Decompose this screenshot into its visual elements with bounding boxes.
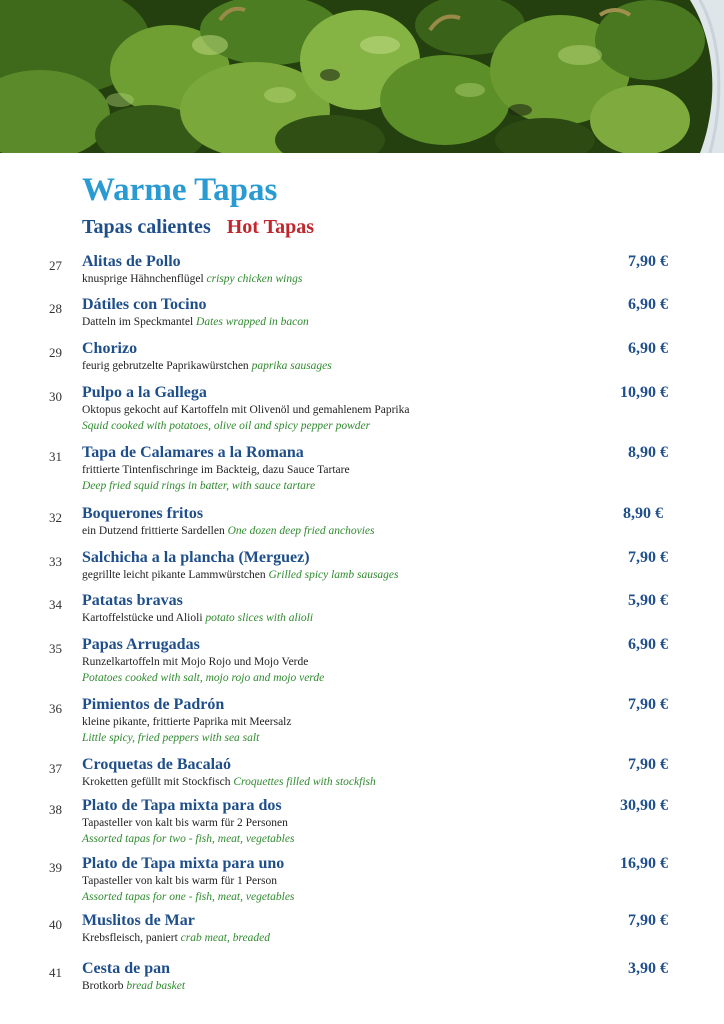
description-german: Kartoffelstücke und Alioli bbox=[82, 612, 203, 624]
item-number: 32 bbox=[49, 510, 62, 525]
description-english: Assorted tapas for one - fish, meat, vegetables bbox=[82, 891, 295, 903]
item-description bbox=[82, 931, 270, 946]
item-price: 6,90 € bbox=[628, 340, 668, 357]
item-price: 6,90 € bbox=[628, 636, 668, 653]
description-english: Assorted tapas for two - fish, meat, vegetables bbox=[82, 833, 295, 845]
description-german: Runzelkartoffeln mit Mojo Rojo und Mojo Verde bbox=[82, 656, 309, 668]
item-price: 7,90 € bbox=[628, 549, 668, 566]
item-name: Plato de Tapa mixta para uno bbox=[82, 855, 285, 872]
description-english: bread basket bbox=[126, 980, 186, 992]
item-price: 7,90 € bbox=[628, 912, 668, 929]
description-german: frittierte Tintenfischringe im Backteig, dazu Sauce Tartare bbox=[82, 464, 350, 476]
item-name: Patatas bravas bbox=[82, 592, 183, 609]
description-english: One dozen deep fried anchovies bbox=[227, 525, 375, 537]
item-price: 7,90 € bbox=[628, 756, 668, 773]
item-name: Tapa de Calamares a la Romana bbox=[82, 444, 304, 461]
item-number: 38 bbox=[49, 802, 62, 817]
item-name: Pulpo a la Gallega bbox=[82, 384, 207, 401]
item-number: 33 bbox=[49, 554, 62, 569]
item-name: Plato de Tapa mixta para dos bbox=[82, 797, 282, 814]
description-english: crab meat, breaded bbox=[180, 932, 270, 944]
item-number: 37 bbox=[49, 761, 62, 776]
description-english: potato slices with alioli bbox=[205, 612, 314, 624]
description-german: feurig gebrutzelte Paprikawürstchen bbox=[82, 360, 249, 372]
item-price: 8,90 € bbox=[623, 505, 663, 522]
item-name: Muslitos de Mar bbox=[82, 912, 195, 929]
item-description bbox=[82, 359, 332, 374]
item-number: 40 bbox=[49, 917, 62, 932]
item-price: 5,90 € bbox=[628, 592, 668, 609]
item-name: Boquerones fritos bbox=[82, 505, 204, 522]
item-price: 8,90 € bbox=[628, 444, 668, 461]
item-description bbox=[82, 315, 309, 330]
description-english: Potatoes cooked with salt, mojo rojo and mojo verde bbox=[82, 672, 325, 684]
item-number: 27 bbox=[49, 258, 62, 273]
item-description bbox=[82, 775, 376, 790]
item-name: Alitas de Pollo bbox=[82, 253, 181, 270]
item-number: 34 bbox=[49, 597, 62, 612]
description-german: gegrillte leicht pikante Lammwürstchen bbox=[82, 569, 266, 581]
item-number: 36 bbox=[49, 701, 62, 716]
description-english: Squid cooked with potatoes, olive oil and spicy pepper powder bbox=[82, 420, 371, 432]
item-number: 35 bbox=[49, 641, 62, 656]
description-english: Little spicy, fried peppers with sea salt bbox=[82, 732, 260, 744]
description-german: Tapasteller von kalt bis warm für 2 Personen bbox=[82, 817, 288, 829]
item-price: 7,90 € bbox=[628, 696, 668, 713]
description-german: Datteln im Speckmantel bbox=[82, 316, 194, 328]
item-price: 30,90 € bbox=[620, 797, 668, 814]
item-name: Croquetas de Bacalaó bbox=[82, 756, 232, 773]
item-price: 6,90 € bbox=[628, 296, 668, 313]
item-name: Pimientos de Padrón bbox=[82, 696, 225, 713]
item-description bbox=[82, 568, 399, 583]
header-photo-padron-peppers bbox=[0, 0, 724, 153]
item-number: 30 bbox=[49, 389, 62, 404]
description-german: Kroketten gefüllt mit Stockfisch bbox=[82, 776, 231, 788]
item-number: 39 bbox=[49, 860, 62, 875]
item-price: 3,90 € bbox=[628, 960, 668, 977]
subtitle-spanish: Tapas calientes bbox=[82, 216, 211, 238]
description-english: Grilled spicy lamb sausages bbox=[268, 569, 399, 581]
item-price: 7,90 € bbox=[628, 253, 668, 270]
item-name: Papas Arrugadas bbox=[82, 636, 200, 653]
item-number: 31 bbox=[49, 449, 62, 464]
item-number: 28 bbox=[49, 301, 62, 316]
description-german: kleine pikante, frittierte Paprika mit Meersalz bbox=[82, 716, 292, 728]
description-english: Croquettes filled with stockfish bbox=[233, 776, 376, 788]
item-name: Chorizo bbox=[82, 340, 138, 357]
description-german: Oktopus gekocht auf Kartoffeln mit Olivenöl und gemahlenem Paprika bbox=[82, 404, 410, 416]
subtitle-english: Hot Tapas bbox=[226, 216, 314, 238]
item-description bbox=[82, 611, 313, 626]
item-price: 16,90 € bbox=[620, 855, 668, 872]
description-german: knusprige Hähnchenflügel bbox=[82, 273, 204, 285]
section-subtitle bbox=[82, 214, 314, 240]
item-name: Salchicha a la plancha (Merguez) bbox=[82, 549, 310, 566]
description-english: Dates wrapped in bacon bbox=[196, 316, 309, 328]
item-name: Dátiles con Tocino bbox=[82, 296, 207, 313]
description-english: paprika sausages bbox=[251, 360, 332, 372]
description-german: Krebsfleisch, paniert bbox=[82, 932, 178, 944]
item-name: Cesta de pan bbox=[82, 960, 171, 977]
description-german: Tapasteller von kalt bis warm für 1 Person bbox=[82, 875, 277, 887]
description-german: ein Dutzend frittierte Sardellen bbox=[82, 525, 225, 537]
page-title: Warme Tapas bbox=[82, 172, 278, 208]
description-english: Deep fried squid rings in batter, with sauce tartare bbox=[82, 480, 316, 492]
description-german: Brotkorb bbox=[82, 980, 124, 992]
description-english: crispy chicken wings bbox=[206, 273, 303, 285]
item-description bbox=[82, 272, 302, 287]
item-description bbox=[82, 979, 185, 994]
item-price: 10,90 € bbox=[620, 384, 668, 401]
item-description bbox=[82, 524, 375, 539]
item-number: 29 bbox=[49, 345, 62, 360]
item-number: 41 bbox=[49, 965, 62, 980]
